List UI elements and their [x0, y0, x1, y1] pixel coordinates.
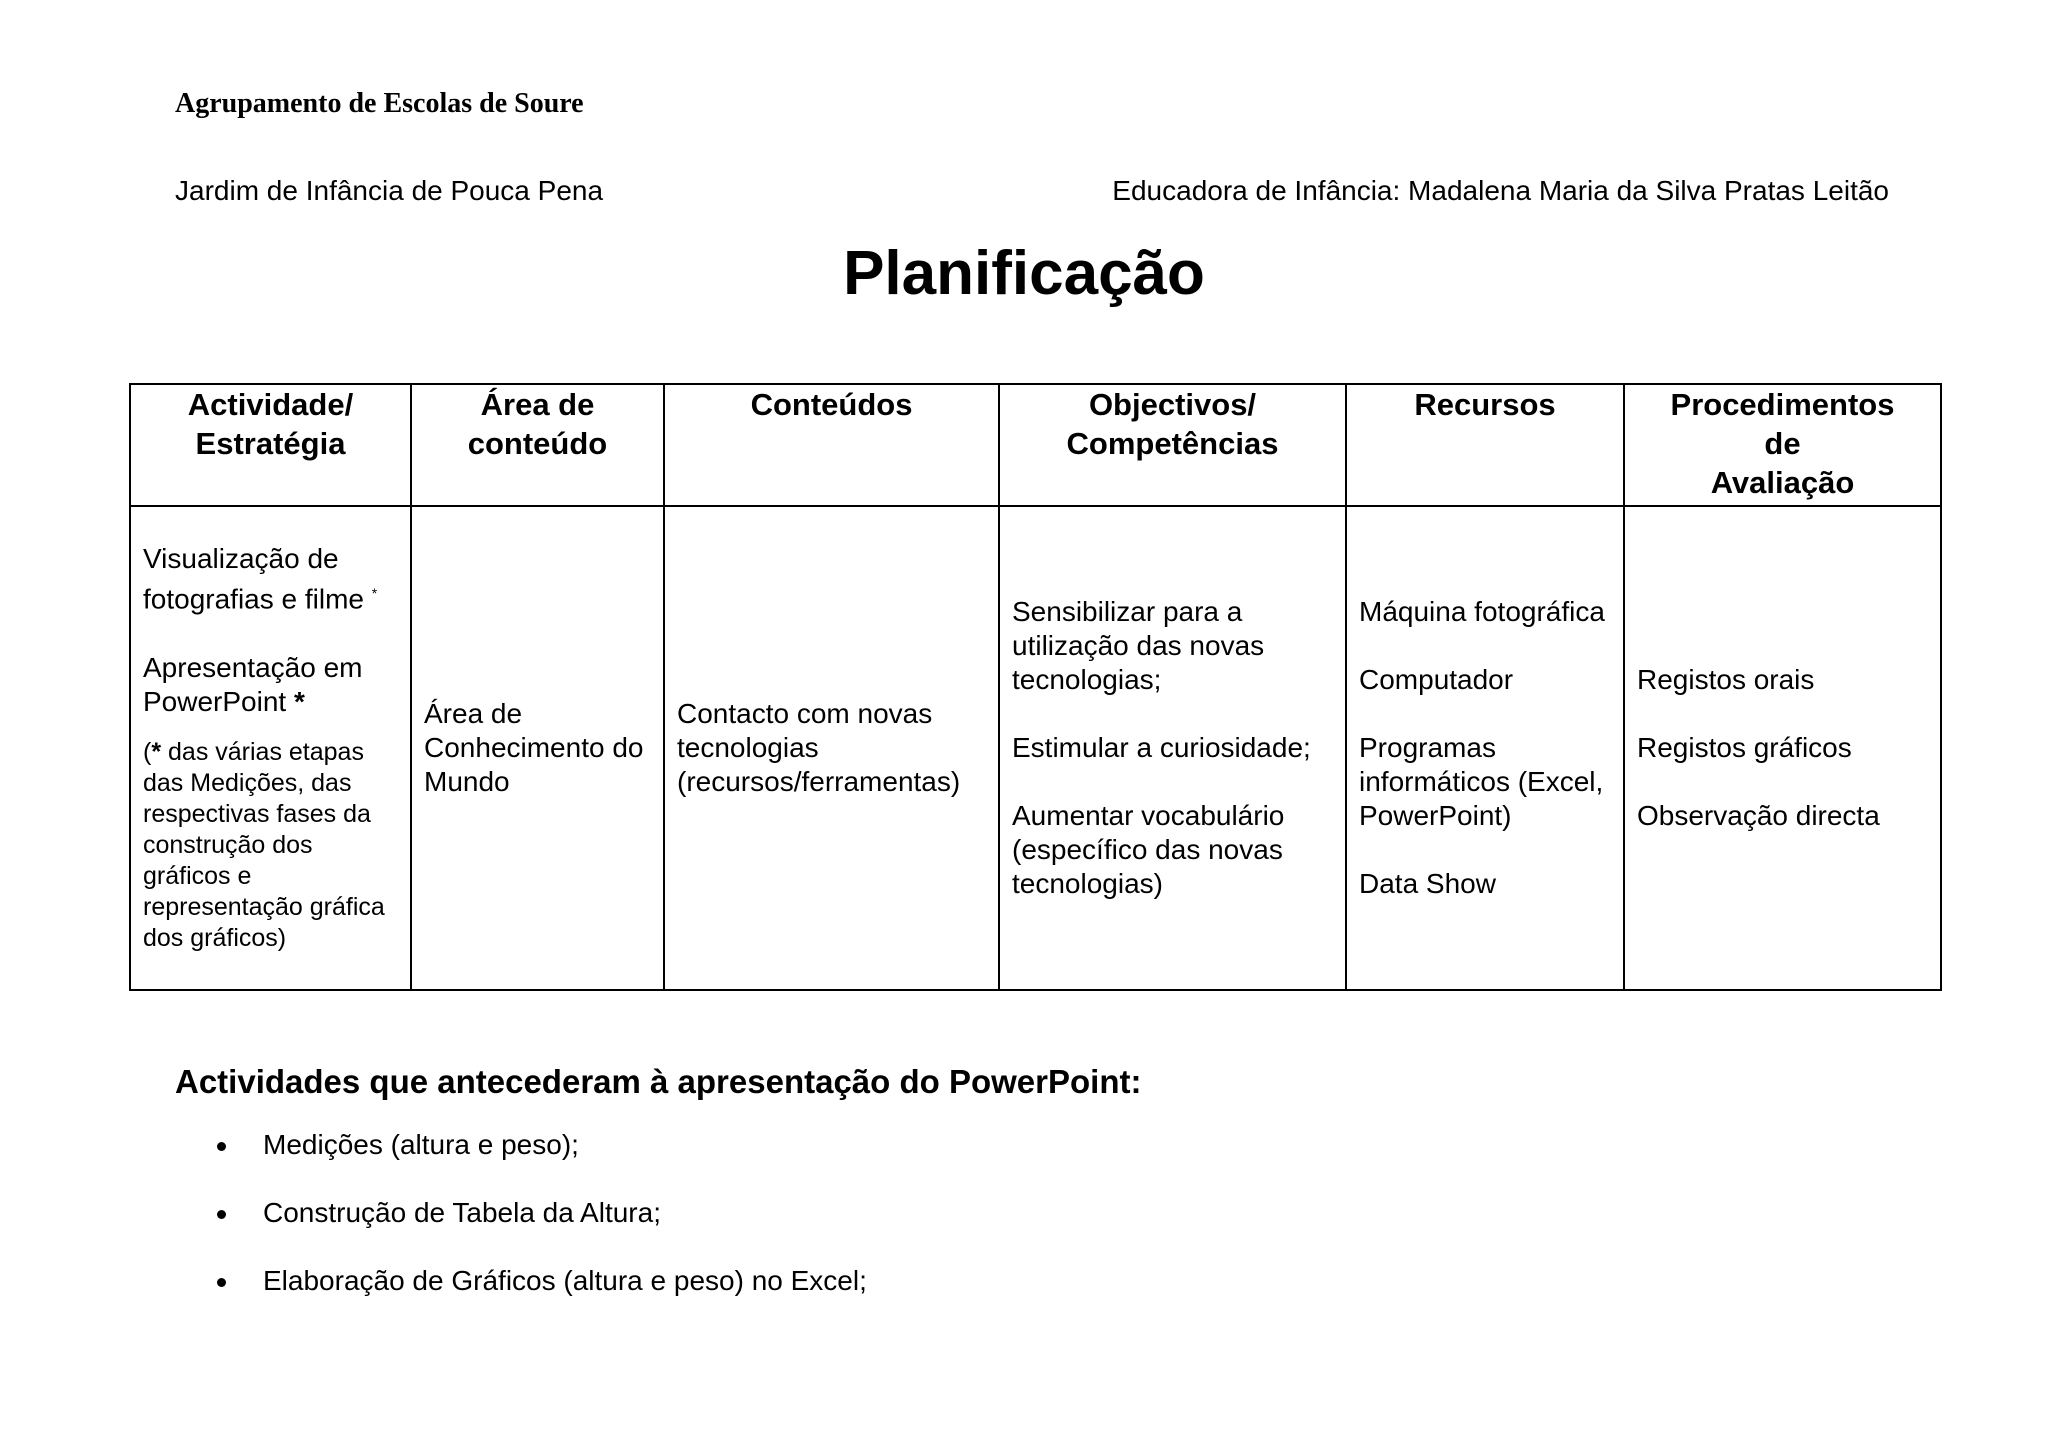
resource-item-1: Máquina fotográfica — [1359, 596, 1605, 627]
activities-list — [175, 1128, 867, 1332]
cell-resources — [1346, 506, 1624, 990]
table-header-row — [130, 384, 1941, 506]
header-area-line2: conteúdo — [467, 426, 608, 461]
school-name: Agrupamento de Escolas de Soure — [175, 88, 584, 119]
list-item — [175, 1128, 867, 1162]
header-evaluation-line2: de — [1764, 426, 1801, 461]
header-objectives-line2: Competências — [1066, 426, 1279, 461]
kindergarten-name: Jardim de Infância de Pouca Pena — [175, 175, 604, 206]
header-evaluation-line3: Avaliação — [1710, 465, 1855, 500]
list-item — [175, 1264, 867, 1298]
activity-note — [143, 737, 398, 954]
cell-evaluation — [1624, 506, 1941, 990]
header-activity — [130, 384, 411, 506]
header-contents — [664, 384, 999, 506]
header-evaluation — [1624, 384, 1941, 506]
cell-contents — [664, 506, 999, 990]
header-area — [411, 384, 664, 506]
header-resources-line1: Recursos — [1414, 387, 1556, 422]
cell-activity — [130, 506, 411, 990]
resource-item-3: Programas informáticos (Excel, PowerPoint) — [1359, 732, 1604, 831]
educator-name: Educadora de Infância: Madalena Maria da Silva Pratas Leitão — [1112, 175, 1889, 206]
activity-item-2 — [143, 651, 398, 719]
table-row — [130, 506, 1941, 990]
planning-table — [129, 383, 1942, 991]
cell-area — [411, 506, 664, 990]
header-contents-line1: Conteúdos — [750, 387, 913, 422]
evaluation-item-3: Observação directa — [1637, 800, 1880, 831]
activity-item-2-mark: * — [293, 685, 305, 717]
bullet-icon — [217, 1278, 226, 1287]
header-resources — [1346, 384, 1624, 506]
bullet-icon — [217, 1142, 226, 1151]
list-item-text: Elaboração de Gráficos (altura e peso) no Excel; — [263, 1265, 867, 1296]
activity-note-mark: * — [151, 737, 162, 766]
objective-item-1: Sensibilizar para a utilização das novas tecnologias; — [1012, 596, 1265, 695]
activity-item-1-mark: * — [371, 585, 378, 602]
evaluation-item-1: Registos orais — [1637, 664, 1815, 695]
evaluation-item-2: Registos gráficos — [1637, 732, 1852, 763]
cell-objectives — [999, 506, 1346, 990]
list-item-text: Medições (altura e peso); — [263, 1129, 579, 1160]
activity-item-1 — [143, 542, 398, 616]
header-evaluation-line1: Procedimentos — [1670, 387, 1895, 422]
section-title: Actividades que antecederam à apresentação do PowerPoint: — [175, 1063, 1142, 1100]
activity-item-1-text: Visualização de fotografias e filme — [143, 543, 364, 615]
header-activity-line1: Actividade/ — [187, 387, 354, 422]
objective-item-2: Estimular a curiosidade; — [1012, 732, 1311, 763]
header-objectives-line1: Objectivos/ — [1088, 387, 1257, 422]
resource-item-2: Computador — [1359, 664, 1514, 695]
activity-note-open: ( — [143, 737, 152, 766]
objective-item-3: Aumentar vocabulário (específico das novas tecnologias) — [1012, 800, 1285, 899]
contents-text: Contacto com novas tecnologias (recursos/ferramentas) — [677, 698, 961, 797]
header-activity-line2: Estratégia — [195, 426, 346, 461]
page-title: Planificação — [843, 239, 1205, 308]
area-text: Área de Conhecimento do Mundo — [424, 698, 644, 797]
activity-item-2-text: Apresentação em PowerPoint — [143, 651, 363, 717]
activity-note-text: das várias etapas das Medições, das respectivas fases da construção dos gráficos e representação gráfica dos gráficos) — [143, 737, 385, 952]
header-area-line1: Área de — [480, 387, 595, 422]
resource-item-4: Data Show — [1359, 868, 1496, 899]
list-item — [175, 1196, 867, 1230]
bullet-icon — [217, 1210, 226, 1219]
list-item-text: Construção de Tabela da Altura; — [263, 1197, 661, 1228]
header-objectives — [999, 384, 1346, 506]
